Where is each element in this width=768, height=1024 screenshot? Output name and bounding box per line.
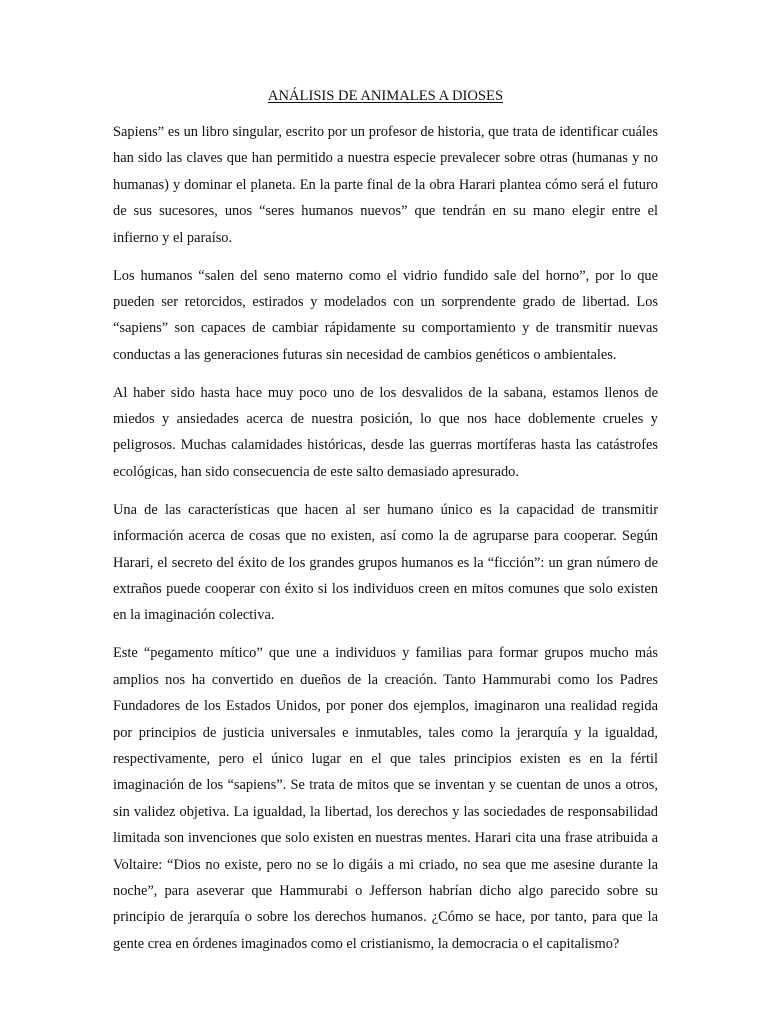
document-title: ANÁLISIS DE ANIMALES A DIOSES <box>267 88 504 104</box>
paragraph-2: Los humanos “salen del seno materno como el vidrio fundido sale del horno”, por lo que pueden ser retorcidos, estirados y modelados con un sorprendente grado de libertad. Los “sapiens” son capaces de cambiar rápidamente su comportamiento y de transmitir nuevas conductas a las generaciones futuras sin necesidad de cambios genéticos o ambientales. <box>113 267 658 363</box>
paragraph-3: Al haber sido hasta hace muy poco uno de los desvalidos de la sabana, estamos llenos de miedos y ansiedades acerca de nuestra posición, lo que nos hace doblemente crueles y peligrosos. Muchas calamidades históricas, desde las guerras mortíferas hasta las catástrofes ecológicas, han sido consecuencia de este salto demasiado apresurado. <box>113 384 658 480</box>
paragraph-5: Este “pegamento mítico” que une a individuos y familias para formar grupos mucho más amplios nos ha convertido en dueños de la creación. Tanto Hammurabi como los Padres Fundadores de los Estados Unidos, por poner dos ejemplos, imaginaron una realidad regida por principios de justicia universales e inmutables, tales como la jerarquía y la igualdad, respectivamente, pero el único lugar en el que tales principios existen es en la fértil imaginación de los “sapiens”. Se trata de mitos que se inventan y se cuentan de unos a otros, sin validez objetiva. La igualdad, la libertad, los derechos y las sociedades de responsabilidad limitada son invenciones que solo existen en nuestras mentes. Harari cita una frase atribuida a Voltaire: “Dios no existe, pero no se lo digáis a mi criado, no sea que me asesine durante la noche”, para aseverar que Hammurabi o Jefferson habrían dicho algo parecido sobre su principio de jerarquía o sobre los derechos humanos. ¿Cómo se hace, por tanto, para que la gente crea en órdenes imaginados como el cristianismo, la democracia o el capitalismo? <box>113 645 658 952</box>
paragraph-4: Una de las características que hacen al ser humano único es la capacidad de transmitir información acerca de cosas que no existen, así como la de agruparse para cooperar. Según Harari, el secreto del éxito de los grandes grupos humanos es la “ficción”: un gran número de extraños puede cooperar con éxito si los individuos creen en mitos comunes que solo existen en la imaginación colectiva. <box>113 501 658 624</box>
document-page <box>113 84 658 969</box>
paragraph-1: Sapiens” es un libro singular, escrito por un profesor de historia, que trata de identificar cuáles han sido las claves que han permitido a nuestra especie prevalecer sobre otras (humanas y no humanas) y dominar el planeta. En la parte final de la obra Harari plantea cómo será el futuro de sus sucesores, unos “seres humanos nuevos” que tendrán en su mano elegir entre el infierno y el paraíso. <box>113 124 658 246</box>
